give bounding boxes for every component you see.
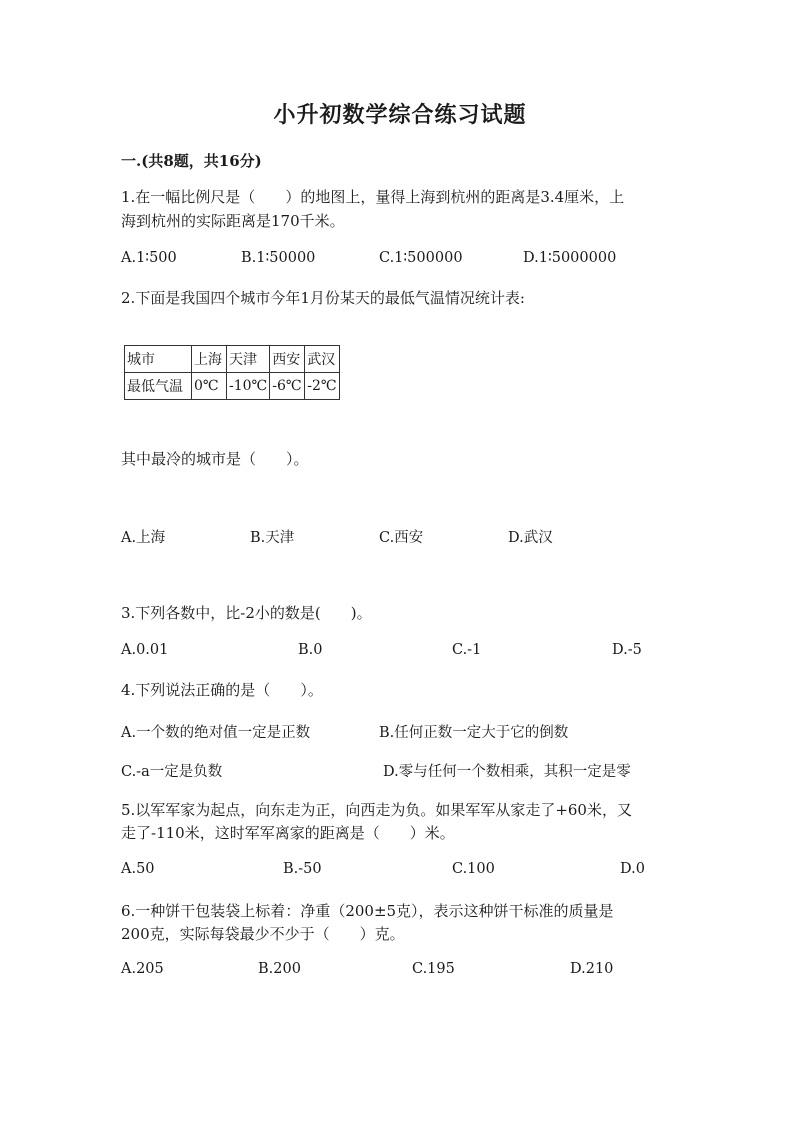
q2-line1: 2.下面是我国四个城市今年1月份某天的最低气温情况统计表: bbox=[121, 289, 525, 307]
q5-line1: 5.以军军家为起点，向东走为正，向西走为负。如果军军从家走了+60米，又 bbox=[121, 801, 632, 819]
table-cell: 城市 bbox=[125, 346, 192, 373]
q1-option-b: B.1∶50000 bbox=[241, 250, 316, 266]
table-cell: -2℃ bbox=[305, 373, 340, 400]
q6-option-d: D.210 bbox=[570, 961, 614, 977]
table-cell: 上海 bbox=[192, 346, 227, 373]
q3-option-c: C.-1 bbox=[452, 642, 482, 658]
table-cell: -10℃ bbox=[227, 373, 270, 400]
q6-line1: 6.一种饼干包装袋上标着：净重（200±5克），表示这种饼干标准的质量是 bbox=[121, 902, 614, 920]
q5-option-d: D.0 bbox=[620, 861, 645, 877]
temperature-table bbox=[124, 345, 340, 400]
q4-option-c: C.-a一定是负数 bbox=[121, 764, 223, 780]
q1-option-d: D.1∶5000000 bbox=[523, 250, 617, 266]
q1-option-c: C.1∶500000 bbox=[379, 250, 463, 266]
table-cell: 西安 bbox=[270, 346, 305, 373]
q1-line1: 1.在一幅比例尺是（ ）的地图上，量得上海到杭州的距离是3.4厘米，上 bbox=[121, 188, 625, 206]
table-row bbox=[125, 346, 340, 373]
q3-line1: 3.下列各数中，比-2小的数是( )。 bbox=[121, 604, 372, 622]
q5-option-b: B.-50 bbox=[283, 861, 322, 877]
q2-line2: 其中最冷的城市是（ ）。 bbox=[121, 450, 309, 468]
q3-option-b: B.0 bbox=[298, 642, 323, 658]
q4-option-a: A.一个数的绝对值一定是正数 bbox=[121, 725, 311, 741]
q3-option-d: D.-5 bbox=[612, 642, 642, 658]
q6-option-a: A.205 bbox=[121, 961, 164, 977]
page-title: 小升初数学综合练习试题 bbox=[273, 102, 527, 128]
q4-line1: 4.下列说法正确的是（ ）。 bbox=[121, 681, 323, 699]
q6-option-b: B.200 bbox=[258, 961, 301, 977]
q6-line2: 200克，实际每袋最少不少于（ ）克。 bbox=[121, 925, 405, 943]
table-row bbox=[125, 373, 340, 400]
q6-option-c: C.195 bbox=[412, 961, 455, 977]
q3-option-a: A.0.01 bbox=[121, 642, 169, 658]
q1-line2: 海到杭州的实际距离是170千米。 bbox=[121, 212, 345, 230]
q2-option-a: A.上海 bbox=[121, 530, 166, 546]
q5-option-a: A.50 bbox=[121, 861, 155, 877]
q4-option-b: B.任何正数一定大于它的倒数 bbox=[379, 725, 569, 741]
table-cell: -6℃ bbox=[270, 373, 305, 400]
section-heading: 一.(共8题，共16分) bbox=[121, 152, 262, 170]
table-cell: 最低气温 bbox=[125, 373, 192, 400]
q2-option-c: C.西安 bbox=[379, 530, 424, 546]
q2-option-b: B.天津 bbox=[250, 530, 295, 546]
table-cell: 0℃ bbox=[192, 373, 227, 400]
q4-option-d: D.零与任何一个数相乘，其积一定是零 bbox=[383, 764, 631, 780]
table-cell: 天津 bbox=[227, 346, 270, 373]
q1-option-a: A.1∶500 bbox=[121, 250, 177, 266]
table-cell: 武汉 bbox=[305, 346, 340, 373]
q5-option-c: C.100 bbox=[452, 861, 495, 877]
q2-option-d: D.武汉 bbox=[508, 530, 553, 546]
q5-line2: 走了-110米，这时军军离家的距离是（ ）米。 bbox=[121, 824, 455, 842]
